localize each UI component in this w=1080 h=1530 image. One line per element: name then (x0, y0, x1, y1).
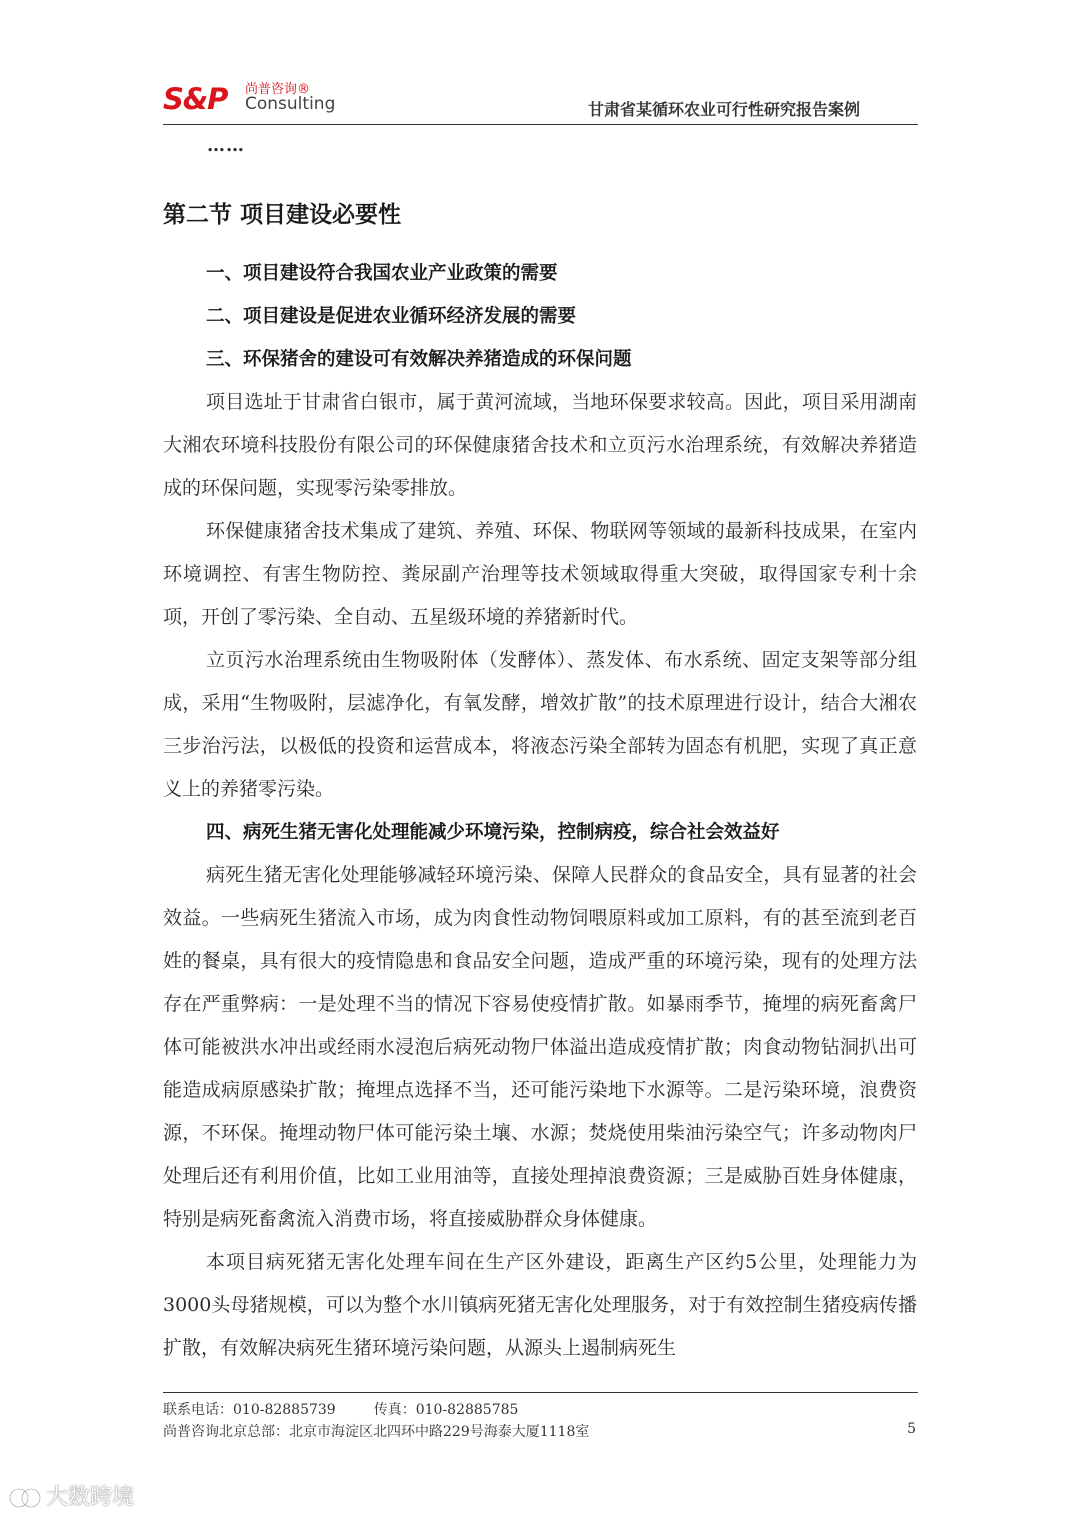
paragraph: 本项目病死猪无害化处理车间在生产区外建设，距离生产区约5公里，处理能力为3000头母猪规模，可以为整个水川镇病死猪无害化处理服务，对于有效控制生猪疫病传播扩散，有效解决病死生猪环境污染问题，从源头上遏制病死生 (163, 1251, 917, 1359)
logo-mark: S&P (163, 82, 228, 116)
paragraph: 病死生猪无害化处理能够减轻环境污染、保障人民群众的食品安全，具有显著的社会效益。一些病死生猪流入市场，成为肉食性动物饲喂原料或加工原料，有的甚至流到老百姓的餐桌，具有很大的疫情隐患和食品安全问题，造成严重的环境污染，现有的处理方法存在严重弊病：一是处理不当的情况下容易使疫情扩散。如暴雨季节，掩埋的病死畜禽尸体可能被洪水冲出或经雨水浸泡后病死动物尸体溢出造成疫情扩散；肉食动物钻洞扒出可能造成病原感染扩散；掩埋点选择不当，还可能污染地下水源等。二是污染环境，浪费资源，不环保。掩埋动物尸体可能污染土壤、水源；焚烧使用柴油污染空气；许多动物肉尸处理后还有利用价值，比如工业用油等，直接处理掉浪费资源；三是威胁百姓身体健康，特别是病死畜禽流入消费市场，将直接威胁群众身体健康。 (163, 864, 917, 1230)
logo-english-name: Consulting (245, 94, 336, 114)
subheading-1: 一、项目建设符合我国农业产业政策的需要 (206, 263, 558, 284)
document-title: 甘肃省某循环农业可行性研究报告案例 (587, 100, 860, 119)
continuation-ellipsis: …… (207, 135, 245, 156)
fax-number: 传真：010-82885785 (373, 1402, 519, 1418)
subheading-3: 三、环保猪舍的建设可有效解决养猪造成的环保问题 (206, 349, 632, 370)
subheading-4: 四、病死生猪无害化处理能减少环境污染，控制病疫，综合社会效益好 (206, 822, 780, 843)
paragraph: 立页污水治理系统由生物吸附体（发酵体）、蒸发体、布水系统、固定支架等部分组成，采用“生物吸附，层滤净化，有氧发酵，增效扩散”的技术原理进行设计，结合大湘农三步治污法，以极低的投资和运营成本，将液态污染全部转为固态有机肥，实现了真正意义上的养猪零污染。 (163, 649, 917, 800)
office-address: 尚普咨询北京总部：北京市海淀区北四环中路229号海泰大厦1118室 (163, 1424, 590, 1440)
contact-line (163, 1399, 518, 1421)
page-body (163, 252, 917, 1370)
paragraph: 环保健康猪舍技术集成了建筑、养殖、环保、物联网等领域的最新科技成果，在室内环境调控、有害生物防控、粪尿副产治理等技术领域取得重大突破，取得国家专利十余项，开创了零污染、全自动、五星级环境的养猪新时代。 (163, 520, 917, 628)
page-number: 5 (907, 1421, 916, 1437)
section-title: 第二节 项目建设必要性 (163, 202, 402, 228)
watermark-logo-icon (8, 1486, 42, 1510)
watermark (8, 1480, 134, 1511)
watermark-text: 大数跨境 (46, 1485, 135, 1510)
page-footer (163, 1392, 918, 1440)
page-header (163, 72, 918, 125)
paragraph: 项目选址于甘肃省白银市，属于黄河流域，当地环保要求较高。因此，项目采用湖南大湘农环境科技股份有限公司的环保健康猪舍技术和立页污水治理系统，有效解决养猪造成的环保问题，实现零污染零排放。 (163, 391, 917, 499)
subheading-2: 二、项目建设是促进农业循环经济发展的需要 (206, 306, 577, 327)
phone-number: 联系电话：010-82885739 (163, 1402, 336, 1418)
logo-chinese-name: 尚普咨询® (245, 82, 311, 97)
